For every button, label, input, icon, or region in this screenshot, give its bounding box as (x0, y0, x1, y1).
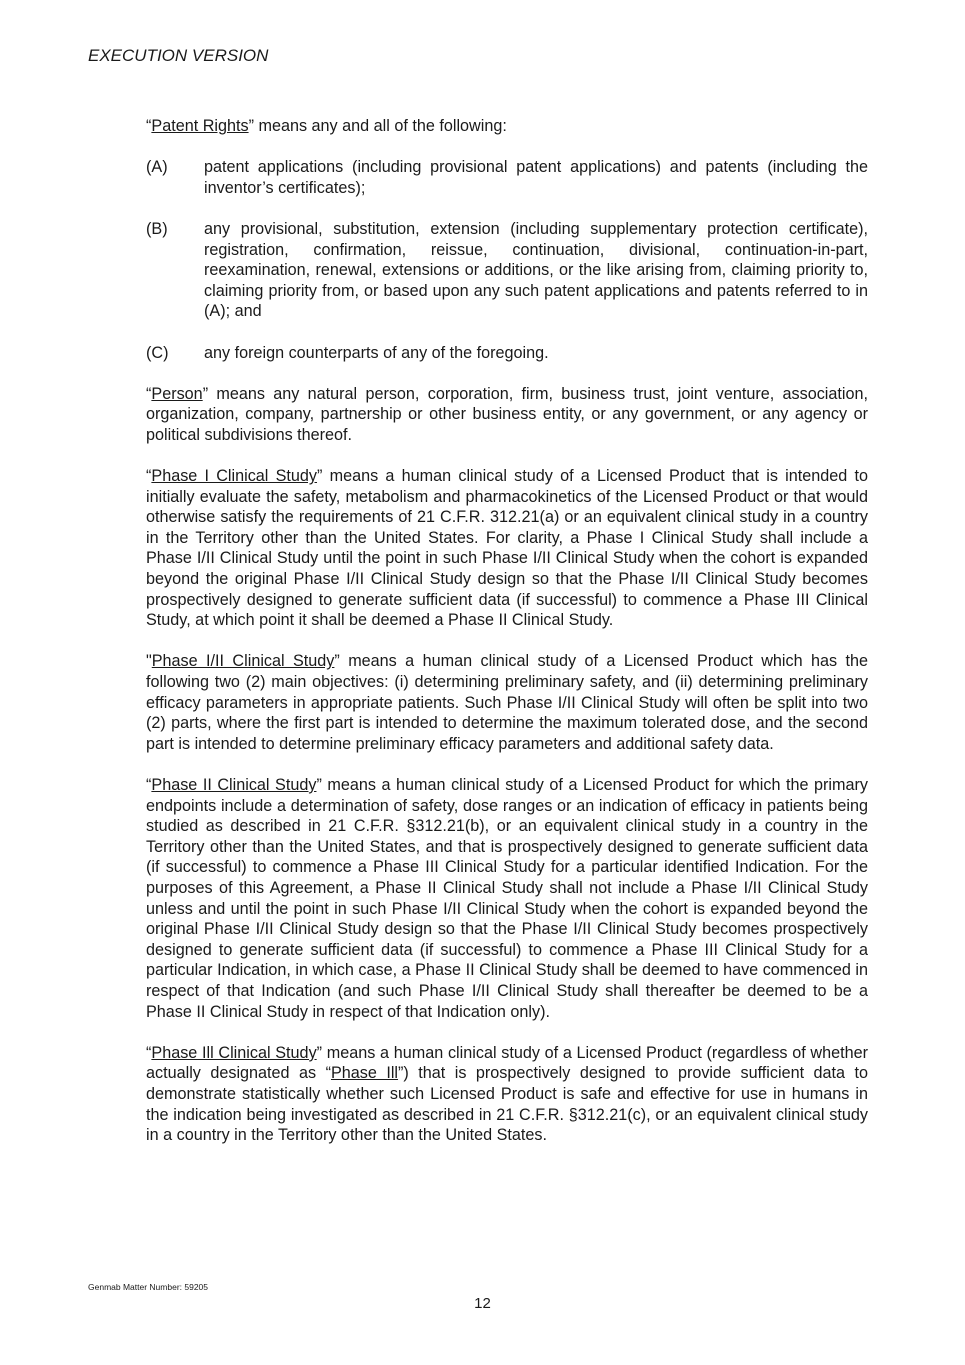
list-item (146, 343, 868, 364)
document-header: EXECUTION VERSION (88, 46, 269, 65)
defined-term: Person (151, 384, 203, 403)
list-text: any foreign counterparts of any of the foregoing. (204, 343, 549, 362)
defined-term: Phase I Clinical Study (151, 467, 318, 486)
definition-phase-2: “Phase II Clinical Study” means a human clinical study of a Licensed Product for which the primary endpoints include a determination of safety, dose ranges or an indication of efficacy in patients being studied as described in 21 C.F.R. §312.21(b), or an equivalent clinical study in a country in the Territory other than the United States, and that is prospectively designed to generate sufficient data (if successful) to commence a Phase III Clinical Study for a particular identified Indication. For the purposes of this Agreement, a Phase II Clinical Study shall not include a Phase I/II Clinical Study unless and until the point in such Phase I/II Clinical Study when the cohort is expanded beyond the original Phase I/II Clinical Study design so that the Phase I/II Clinical Study becomes prospectively designed to generate sufficient data (if successful) to commence a Phase III Clinical Study for a particular Indication, in which case, a Phase II Clinical Study shall be deemed to have commenced in respect of that Indication (and such Phase I/II Clinical Study shall thereafter be deemed to be a Phase II Clinical Study in respect of that Indication only). (146, 776, 868, 1021)
list-item (146, 157, 868, 198)
list-label: (A) (146, 158, 168, 177)
matter-number: Genmab Matter Number: 59205 (88, 1282, 209, 1292)
list-text: any provisional, substitution, extension (including supplementary protection certificate), registration, confirmation, reissue, continuation, divisional, continuation-in-part, reexamination, renewal, extensions or additions, or the like arising from, claiming priority to, claiming priority from, or based upon any such patent applications and patents referred to in (A); and (204, 219, 868, 321)
definition-phase-1: “Phase I Clinical Study” means a human clinical study of a Licensed Product that is intended to initially evaluate the safety, metabolism and pharmacokinetics of the Licensed Product or that would otherwise satisfy the requirements of 21 C.F.R. 312.21(a) or an equivalent clinical study in a country in the Territory other than the United States. For clarity, a Phase I Clinical Study shall include a Phase I/II Clinical Study until the point in such Phase I/II Clinical Study when the cohort is expanded beyond the original Phase I/II Clinical Study design so that the Phase I/II Clinical Study becomes prospectively designed to generate sufficient data (if successful) to commence a Phase III Clinical Study, at which point it shall be deemed a Phase II Clinical Study. (146, 467, 868, 630)
defined-term: Phase Ill Clinical Study (151, 1043, 317, 1062)
definition-patent-rights: “Patent Rights” means any and all of the following: (146, 117, 507, 135)
defined-term: Phase II Clinical Study (151, 776, 317, 794)
list-item (146, 219, 868, 322)
document-body (146, 116, 868, 1166)
defined-term: Patent Rights (151, 117, 249, 135)
list-label: (C) (146, 343, 169, 362)
page-number: 12 (474, 1295, 491, 1312)
defined-term: Phase I/II Clinical Study (151, 652, 335, 671)
list-label: (B) (146, 219, 168, 238)
definition-phase-3: “Phase Ill Clinical Study” means a human clinical study of a Licensed Product (regardless of whether actually designated as “Phase Ill”) that is prospectively designed to provide sufficient data to demonstrate statistically whether such Licensed Product is safe and effective for use in humans in the indication being investigated as described in 21 C.F.R. §312.21(c), or an equivalent clinical study in a country in the Territory other than the United States. (146, 1043, 869, 1145)
list-text: patent applications (including provisional patent applications) and patents (including the inventor’s certificates); (204, 158, 868, 197)
definition-phase-1-2: "Phase I/II Clinical Study” means a human clinical study of a Licensed Product which has the following two (2) main objectives: (i) determining preliminary safety, and (ii) determining preliminary efficacy parameters in appropriate patients. Such Phase I/II Clinical Study will often be split into two (2) parts, where the first part is intended to determine the maximum tolerated dose, and the second part is intended to determine preliminary efficacy parameters and additional safety data. (146, 652, 868, 753)
defined-term: Phase Ill (330, 1064, 399, 1083)
definition-person: “Person” means any natural person, corporation, firm, business trust, joint venture, association, organization, company, partnership or other business entity, or any government, or any agency or political subdivisions thereof. (146, 384, 868, 444)
